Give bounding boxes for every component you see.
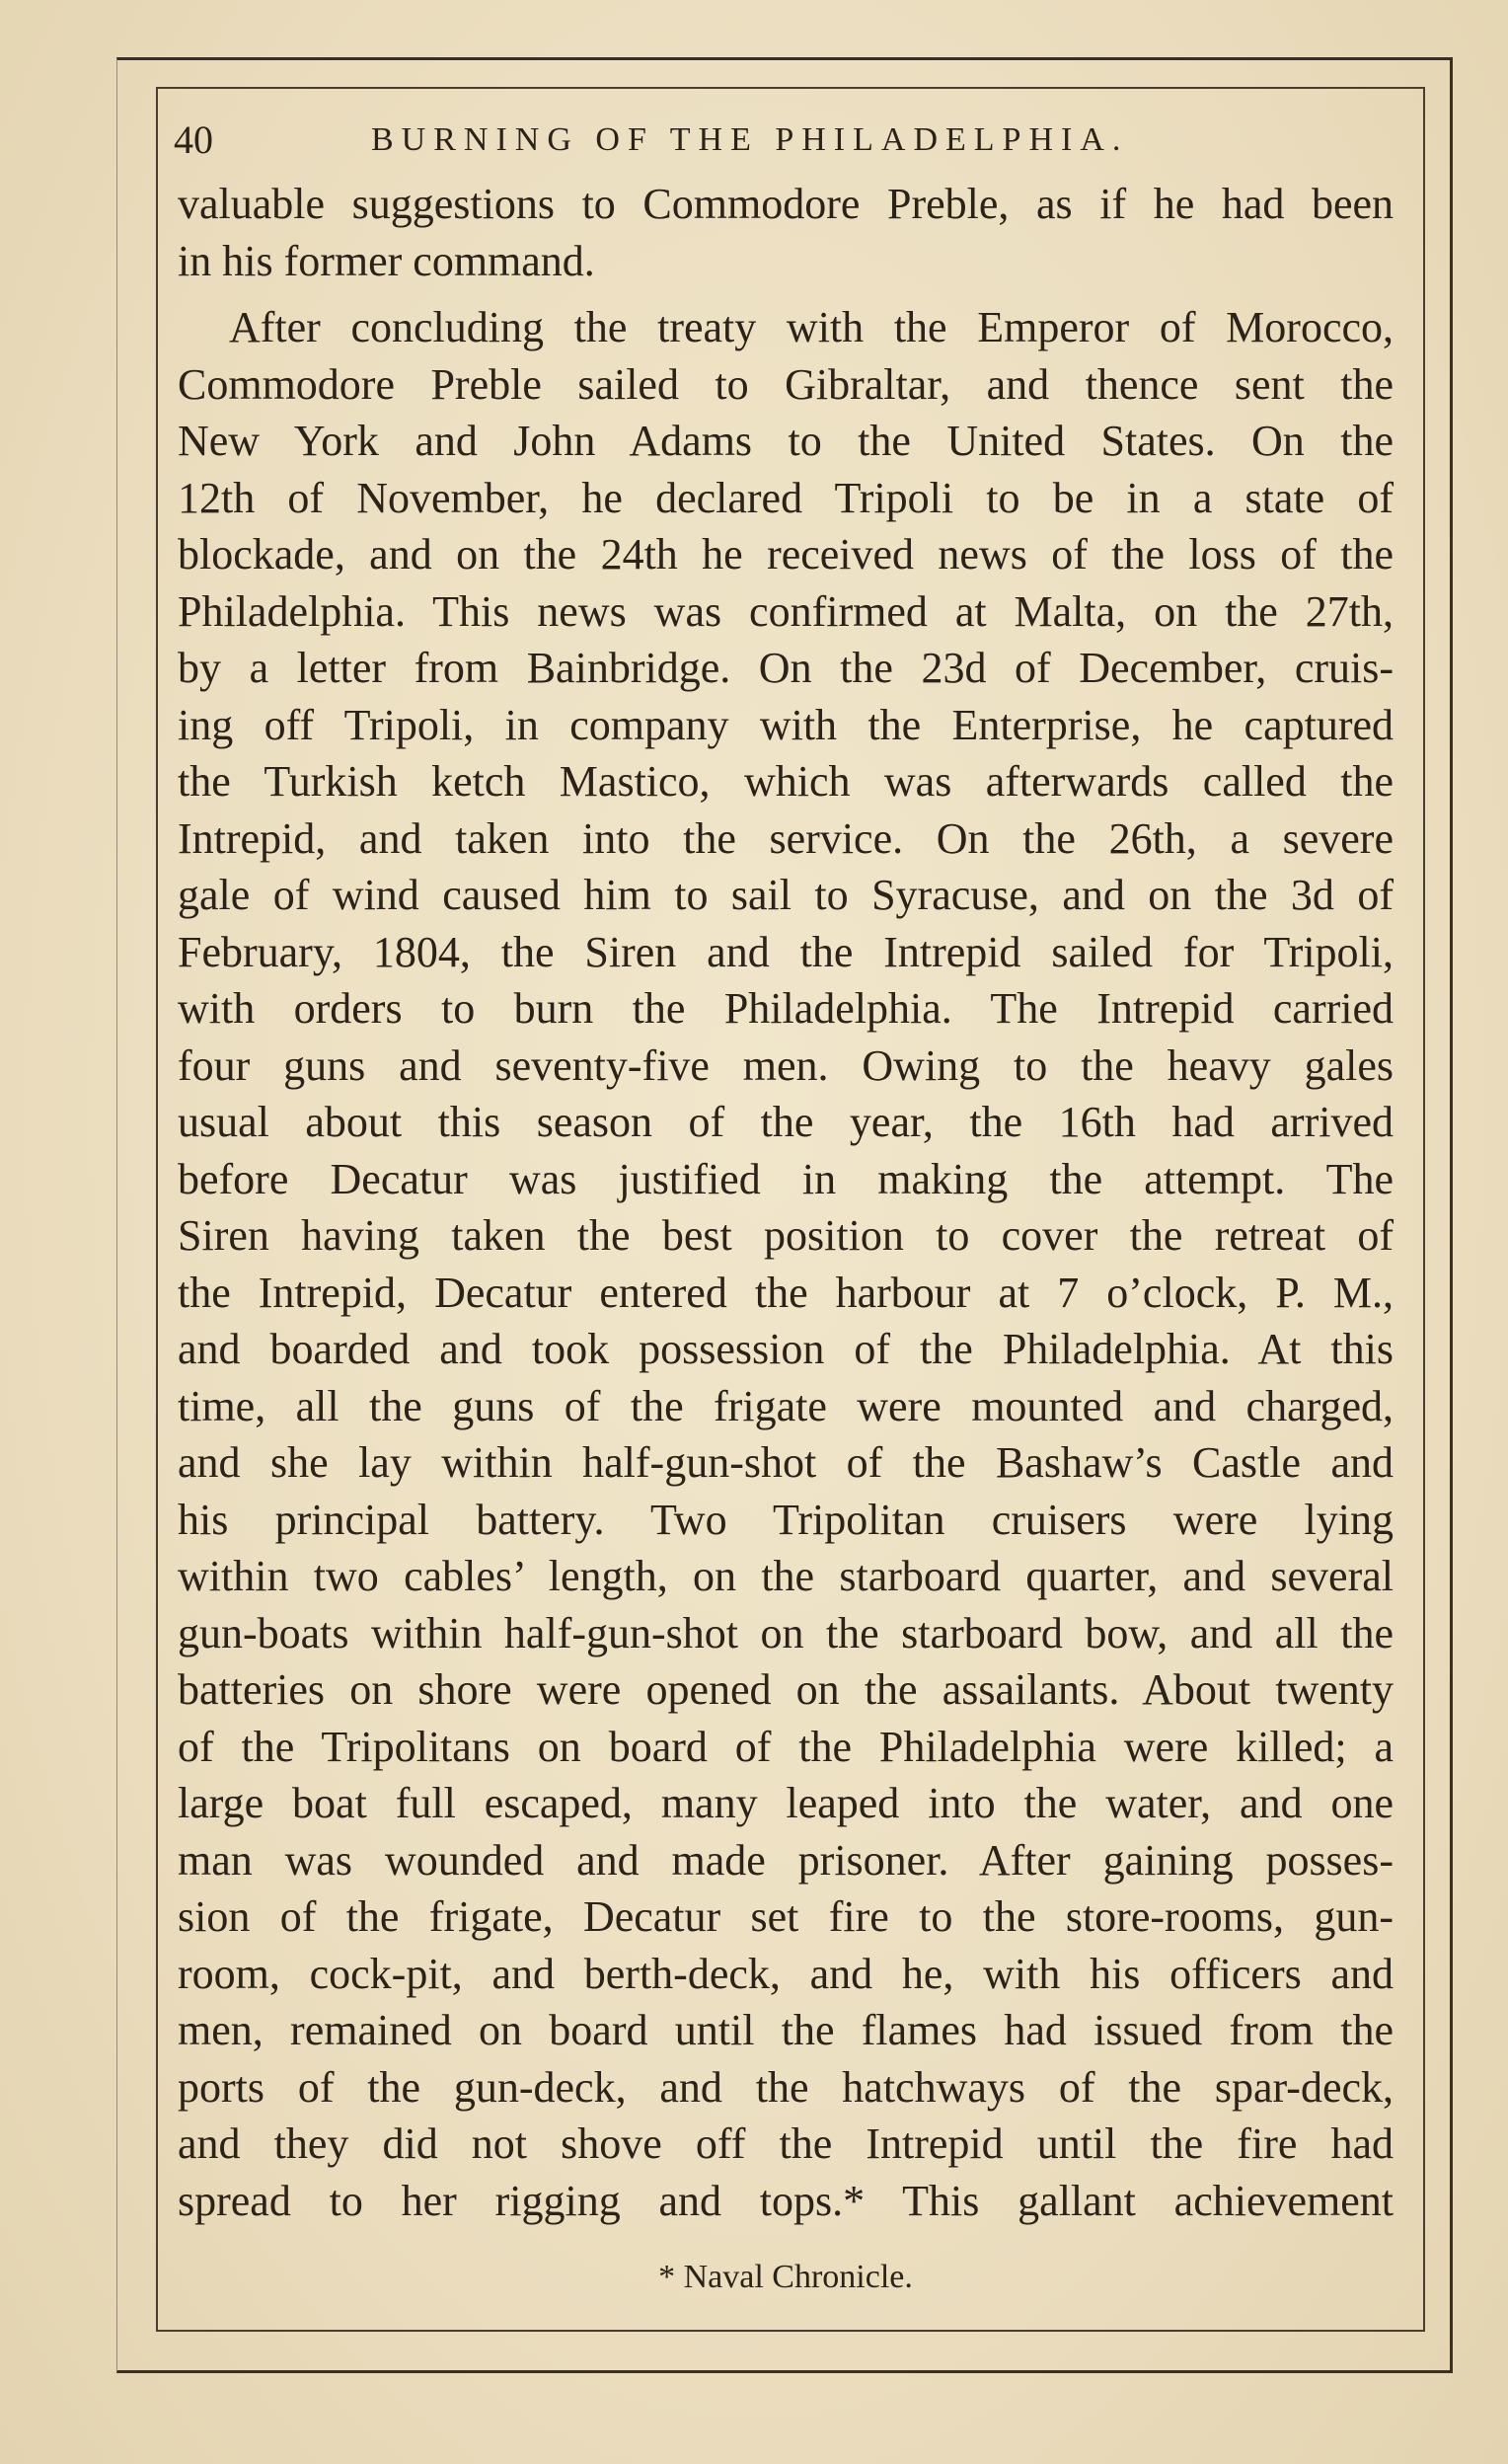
text-line: time, all the guns of the frigate were mounted and charged, <box>178 1381 1394 1430</box>
text-line: before Decatur was justified in making the attempt. The <box>178 1154 1394 1203</box>
text-line: batteries on shore were opened on the assailants. About twenty <box>178 1665 1394 1714</box>
footnote: * Naval Chronicle. <box>658 2259 913 2295</box>
text-line: with orders to burn the Philadelphia. The Intrepid carried <box>178 984 1394 1033</box>
text-line: and they did not shove off the Intrepid until the fire had <box>178 2119 1394 2168</box>
text-line: ports of the gun-deck, and the hatchways of the spar-deck, <box>178 2062 1394 2112</box>
running-title: BURNING OF THE PHILADELPHIA. <box>371 121 1129 158</box>
text-line: large boat full escaped, many leaped into the water, and one <box>178 1779 1394 1827</box>
text-line: gun-boats within half-gun-shot on the starboard bow, and all the <box>178 1608 1394 1657</box>
text-line: valuable suggestions to Commodore Preble, as if he had been <box>178 180 1394 228</box>
body-text <box>178 176 1394 2229</box>
text-line: in his former command. <box>178 236 595 285</box>
text-line: the Intrepid, Decatur entered the harbour at 7 o’clock, P. M., <box>178 1268 1394 1317</box>
text-line: four guns and seventy-five men. Owing to the heavy gales <box>178 1040 1394 1090</box>
text-line: February, 1804, the Siren and the Intrepid sailed for Tripoli, <box>178 927 1394 976</box>
text-line: Siren having taken the best position to cover the retreat of <box>178 1211 1394 1260</box>
text-line: Intrepid, and taken into the service. On the 26th, a severe <box>178 813 1394 863</box>
page-header <box>174 111 1407 170</box>
text-line: of the Tripolitans on board of the Philadelphia were killed; a <box>178 1722 1394 1771</box>
text-line: ing off Tripoli, in company with the Enterprise, he captured <box>178 700 1394 749</box>
page-number: 40 <box>174 117 213 162</box>
text-line: 12th of November, he declared Tripoli to be in a state of <box>178 473 1394 522</box>
text-line: blockade, and on the 24th he received news of the loss of the <box>178 530 1394 578</box>
text-line: Commodore Preble sailed to Gibraltar, and thence sent the <box>178 359 1394 409</box>
paragraph <box>178 299 1394 2229</box>
text-line: spread to her rigging and tops.* This gallant achievement <box>178 2176 1394 2225</box>
text-line: within two cables’ length, on the starboard quarter, and several <box>178 1552 1394 1600</box>
text-line: man was wounded and made prisoner. After gaining posses- <box>178 1835 1394 1885</box>
text-line: New York and John Adams to the United States. On the <box>178 417 1394 465</box>
text-line: and she lay within half-gun-shot of the Bashaw’s Castle and <box>178 1438 1394 1487</box>
paragraph <box>178 176 1394 289</box>
text-line: gale of wind caused him to sail to Syracuse, and on the 3d of <box>178 871 1394 919</box>
text-line: men, remained on board until the flames had issued from the <box>178 2006 1394 2054</box>
text-line: the Turkish ketch Mastico, which was afterwards called the <box>178 757 1394 806</box>
text-line: and boarded and took possession of the Philadelphia. At this <box>178 1325 1394 1373</box>
text-line: by a letter from Bainbridge. On the 23d of December, cruis- <box>178 644 1394 692</box>
paragraph-gap <box>178 289 1394 299</box>
text-line: his principal battery. Two Tripolitan cruisers were lying <box>178 1495 1394 1544</box>
text-line: room, cock-pit, and berth-deck, and he, with his officers and <box>178 1949 1394 1998</box>
text-line: sion of the frigate, Decatur set fire to the store-rooms, gun- <box>178 1892 1394 1941</box>
text-line: usual about this season of the year, the 16th had arrived <box>178 1098 1394 1146</box>
text-line: After concluding the treaty with the Emperor of Morocco, <box>229 303 1394 351</box>
text-line: Philadelphia. This news was confirmed at Malta, on the 27th, <box>178 586 1394 636</box>
